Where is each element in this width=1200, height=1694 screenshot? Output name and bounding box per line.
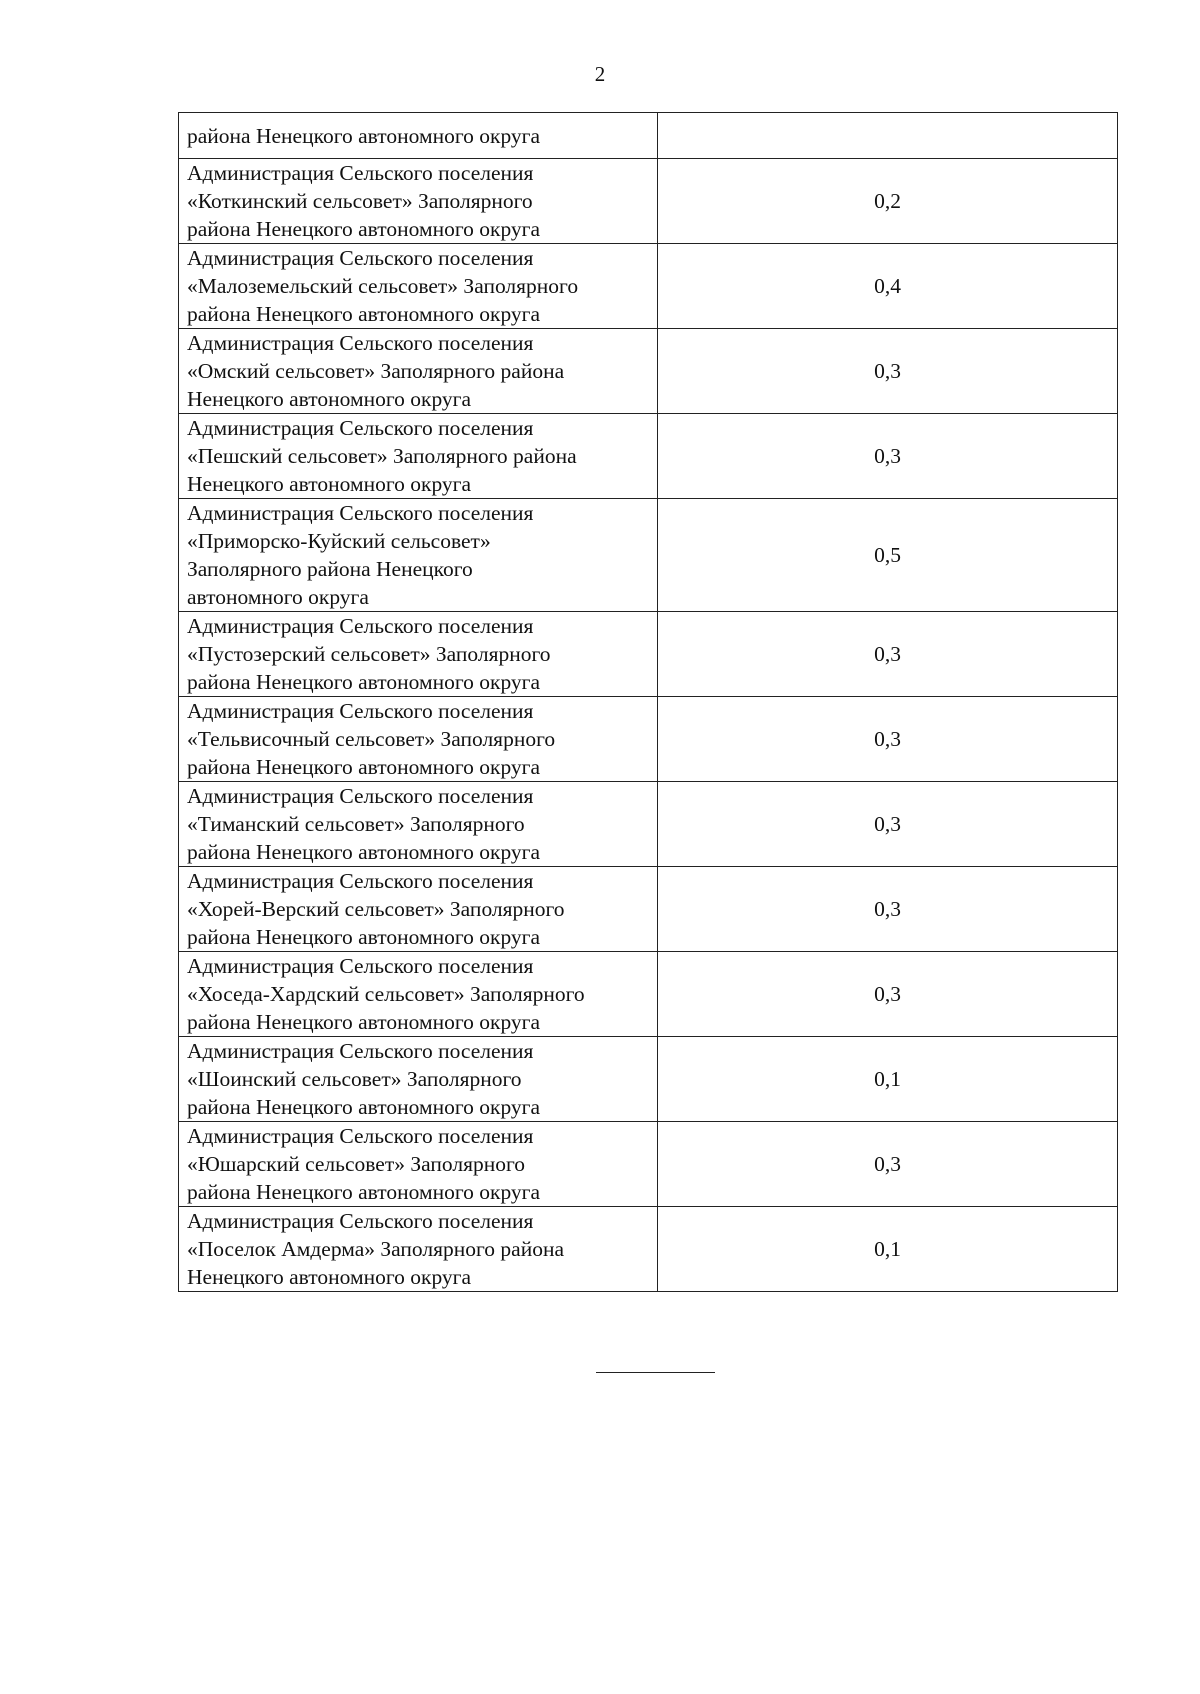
table-row <box>179 1207 1118 1292</box>
table-row <box>179 159 1118 244</box>
organization-name-cell <box>179 782 658 867</box>
value-cell <box>658 113 1118 159</box>
organization-name-line: Администрация Сельского поселения <box>187 416 534 440</box>
table-row <box>179 952 1118 1037</box>
organization-name-line: района Ненецкого автономного округа <box>187 1180 541 1204</box>
value-cell: 0,3 <box>658 1122 1118 1207</box>
table-row <box>179 1037 1118 1122</box>
organization-name-line: района Ненецкого автономного округа <box>187 1095 541 1119</box>
value-cell: 0,5 <box>658 499 1118 612</box>
organization-name-line: района Ненецкого автономного округа <box>187 925 541 949</box>
value-cell: 0,3 <box>658 952 1118 1037</box>
organization-name-cell <box>179 113 658 159</box>
value-cell: 0,3 <box>658 414 1118 499</box>
table-row <box>179 329 1118 414</box>
value-cell: 0,2 <box>658 159 1118 244</box>
table-row <box>179 782 1118 867</box>
organization-name-line: «Омский сельсовет» Заполярного района <box>187 359 565 383</box>
organization-name-line: района Ненецкого автономного округа <box>187 1010 541 1034</box>
distribution-table <box>178 112 1118 1292</box>
table-row <box>179 414 1118 499</box>
organization-name-line: «Приморско-Куйский сельсовет» <box>187 529 491 553</box>
organization-name-line: Администрация Сельского поселения <box>187 954 534 978</box>
organization-name-line: Администрация Сельского поселения <box>187 699 534 723</box>
value-cell: 0,4 <box>658 244 1118 329</box>
organization-name-cell <box>179 329 658 414</box>
value-cell: 0,1 <box>658 1207 1118 1292</box>
organization-name-line: Ненецкого автономного округа <box>187 472 472 496</box>
organization-name-cell <box>179 499 658 612</box>
organization-name-line: автономного округа <box>187 585 369 609</box>
organization-name-cell <box>179 414 658 499</box>
organization-name-cell <box>179 697 658 782</box>
end-of-document-rule <box>596 1372 715 1373</box>
organization-name-cell <box>179 1207 658 1292</box>
table-row <box>179 244 1118 329</box>
organization-name-line: «Тельвисочный сельсовет» Заполярного <box>187 727 556 751</box>
value-cell: 0,3 <box>658 612 1118 697</box>
organization-name-cell <box>179 952 658 1037</box>
organization-name-line: «Хорей-Верский сельсовет» Заполярного <box>187 897 565 921</box>
table-body <box>179 113 1118 1292</box>
organization-name-line: «Шоинский сельсовет» Заполярного <box>187 1067 522 1091</box>
organization-name-cell <box>179 1037 658 1122</box>
organization-name-line: района Ненецкого автономного округа <box>187 123 541 148</box>
organization-name-line: «Поселок Амдерма» Заполярного района <box>187 1237 565 1261</box>
organization-name-line: района Ненецкого автономного округа <box>187 840 541 864</box>
organization-name-line: Администрация Сельского поселения <box>187 246 534 270</box>
organization-name-cell <box>179 1122 658 1207</box>
organization-name-cell <box>179 867 658 952</box>
organization-name-line: Администрация Сельского поселения <box>187 501 534 525</box>
organization-name-line: «Малоземельский сельсовет» Заполярного <box>187 274 579 298</box>
table-row <box>179 499 1118 612</box>
organization-name-line: Администрация Сельского поселения <box>187 869 534 893</box>
organization-name-line: Администрация Сельского поселения <box>187 614 534 638</box>
organization-name-cell <box>179 159 658 244</box>
organization-name-line: «Юшарский сельсовет» Заполярного <box>187 1152 525 1176</box>
organization-name-line: Ненецкого автономного округа <box>187 1265 472 1289</box>
organization-name-line: района Ненецкого автономного округа <box>187 670 541 694</box>
organization-name-line: «Тиманский сельсовет» Заполярного <box>187 812 525 836</box>
organization-name-line: «Хоседа-Хардский сельсовет» Заполярного <box>187 982 585 1006</box>
organization-name-line: Администрация Сельского поселения <box>187 1209 534 1233</box>
table-row <box>179 612 1118 697</box>
value-cell: 0,3 <box>658 329 1118 414</box>
organization-name-cell <box>179 244 658 329</box>
value-cell: 0,3 <box>658 782 1118 867</box>
organization-name-line: Администрация Сельского поселения <box>187 1039 534 1063</box>
value-cell: 0,1 <box>658 1037 1118 1122</box>
table-row <box>179 697 1118 782</box>
organization-name-line: Администрация Сельского поселения <box>187 161 534 185</box>
organization-name-line: «Пустозерский сельсовет» Заполярного <box>187 642 551 666</box>
organization-name-line: Ненецкого автономного округа <box>187 387 472 411</box>
organization-name-line: Администрация Сельского поселения <box>187 784 534 808</box>
organization-name-line: Администрация Сельского поселения <box>187 1124 534 1148</box>
organization-name-line: района Ненецкого автономного округа <box>187 217 541 241</box>
organization-name-line: Администрация Сельского поселения <box>187 331 534 355</box>
organization-name-line: «Коткинский сельсовет» Заполярного <box>187 189 533 213</box>
organization-name-line: района Ненецкого автономного округа <box>187 302 541 326</box>
value-cell: 0,3 <box>658 867 1118 952</box>
table-row <box>179 867 1118 952</box>
table-row <box>179 113 1118 159</box>
value-cell: 0,3 <box>658 697 1118 782</box>
organization-name-line: «Пешский сельсовет» Заполярного района <box>187 444 577 468</box>
organization-name-cell <box>179 612 658 697</box>
page-number: 2 <box>594 62 606 86</box>
table-row <box>179 1122 1118 1207</box>
organization-name-line: Заполярного района Ненецкого <box>187 557 473 581</box>
organization-name-line: района Ненецкого автономного округа <box>187 755 541 779</box>
